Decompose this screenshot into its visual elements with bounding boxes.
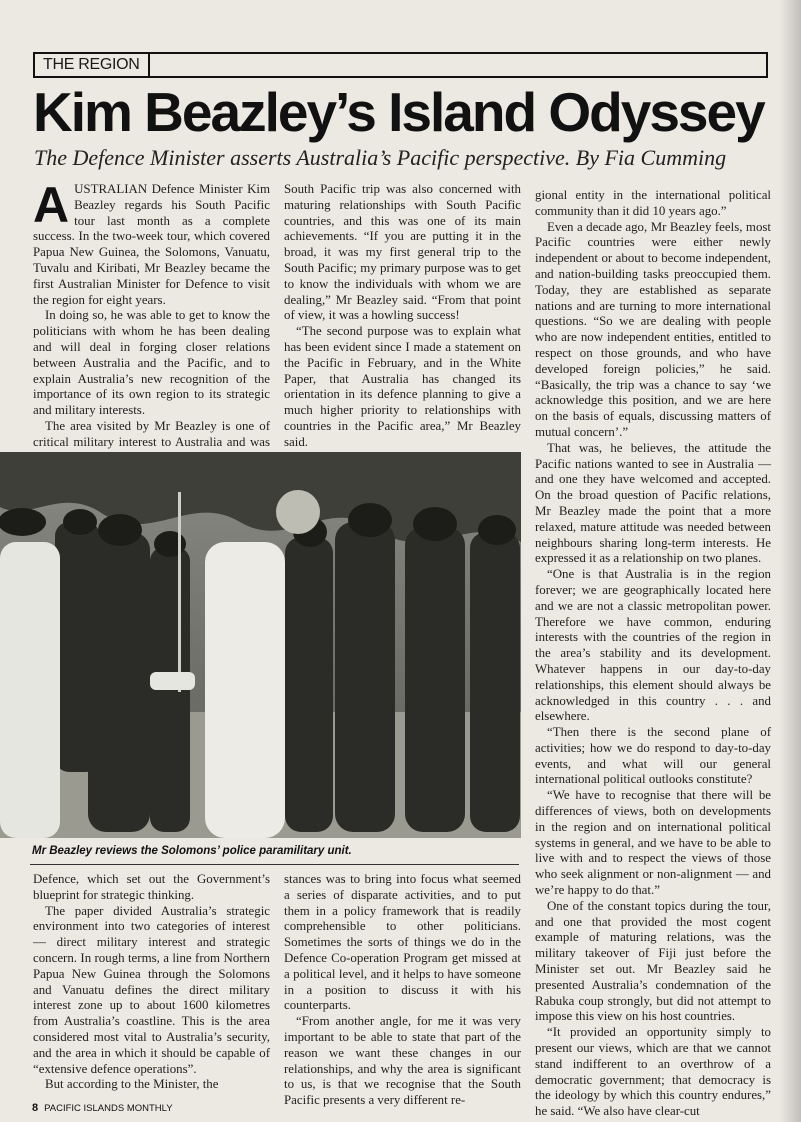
article-paragraph: “From another angle, for me it was very important to be able to state that part of the reason we want these changes in our relationships, and why the area is significant to us, is that we recognise that the South Pacific presents a very different re- [284,1014,521,1108]
drop-cap: A [33,177,70,233]
deck-byline: The Defence Minister asserts Australia’s Pacific perspective. By Fia Cumming [34,145,727,170]
article-paragraph: Even a decade ago, Mr Beazley feels, most Pacific countries were either newly independent or about to become independent, and nation-building tasks preoccupied them. Today, they are established as separate nations and are turning to more international questions. “So we are dealing with people who are now independent entities, entitled to respect on those grounds, and who have developed foreign policies,” he said. “Basically, the trip was a chance to say ‘we acknowledge this position, and we are here on the basis of equals, discussing matters of mutual concern’.” [535,219,771,439]
article-paragraph: “The second purpose was to explain what has been evident since I made a statement on the Pacific in February, and in the White Paper, that Australia has changed its orientation in its defence planning to give a much higher priority to relationships with countries in the Pacific area,” Mr Beazley said. [284,324,521,449]
headline: Kim Beazley’s Island Odyssey [33,81,764,143]
article-paragraph: stances was to bring into focus what seemed a series of disparate activities, and to put them in a policy framework that is readily comprehensible to other politicians. Sometimes the sorts of things we do in the Defence Co-operation Program get missed at a political level, and it helps to have someone in a position to discuss it with his counterparts. [284,872,521,1013]
page-footer [32,1102,173,1115]
article-paragraph: “It provided an opportunity simply to present our views, which are that we cannot stand indifferent to an overthrow of a democratic government; that democracy is the ideology by which this country endures,” he said. “We also have clear-cut [535,1025,771,1119]
photo-caption: Mr Beazley reviews the Solomons’ police paramilitary unit. [32,845,352,857]
section-label: THE REGION [35,54,150,76]
article-paragraph: “We have to recognise that there will be differences of views, both on developments in the region and on international political systems in general, and we have to be able to live with and to respect the views of those who seek alignment or non-alignment — and we’re happy to do that.” [535,788,771,898]
photo-police-parade [0,452,521,838]
article-paragraph: AUSTRALIAN Defence Minister Kim Beazley regards his South Pacific tour last month as a complete success. In the two-week tour, which covered Papua New Guinea, the Solomons, Vanuatu, Tuvalu and Kiribati, Mr Beazley became the first Australian Minister for Defence to visit the region for eight years. [33,177,270,307]
article-paragraph: In doing so, he was able to get to know the politicians with whom he has been dealing and will deal in forging closer relations between Australia and the Pacific, and to explain Australia’s new recognition of the importance of its own region to its strategic and military interests. [33,308,270,418]
column-1-bottom [33,872,270,1093]
article-paragraph: One of the constant topics during the tour, and one that provided the most cogent example of maturing relations, was the military takeover of Fiji just before the Minister set out. Mr Beazley said he presented Australia’s condemnation of the Rabuka coup strongly, but did not attempt to impose this view on his host countries. [535,898,771,1024]
article-paragraph: The area visited by Mr Beazley is one of critical military interest to Australia and was [33,418,270,449]
column-1-top [33,177,270,466]
article-paragraph: But according to the Minister, the [45,1077,219,1092]
article-paragraph: That was, he believes, the attitude the Pacific nations wanted to see in Australia — and one they have welcomed and accepted. On the broad question of Pacific relations, Mr Beazley made the point that a more relaxed, mature attitude was needed between neighbours sharing long-term interests. He expressed it as a relationship on two planes. [535,440,771,566]
article-paragraph: South Pacific trip was also concerned with maturing relationships with South Pacific countries, and this was one of its main achievements. “If you are putting it in the broad, it was my first general trip to the South Pacific; my primary purpose was to get to know the individuals with whom we are dealing,” Mr Beazley said. “From that point of view, it was a howling success! [284,182,521,323]
article-paragraph: gional entity in the international political community than it did 10 years ago.” [535,188,771,218]
column-3 [535,188,771,1120]
article-paragraph: Defence, which set out the Government’s blueprint for strategic thinking. [33,872,270,902]
page-edge-shadow [779,0,801,1122]
publication-name: PACIFIC ISLANDS MONTHLY [44,1103,173,1114]
column-2-bottom [284,872,521,1109]
photo-illustration [0,452,521,838]
article-paragraph: “Then there is the second plane of activities; how we do respond to day-to-day events, and what will our general international political outlooks constitute? [535,725,771,787]
article-paragraph: “One is that Australia is in the region forever; we are geographically located here and we are not a classic metropolitan power. Therefore we have common, enduring interests with the countries of the region in the area’s stability and its development. Whatever happens in our day-to-day relationships, this element should always be acknowledged in this country . . . and elsewhere. [535,567,771,724]
page-number: 8 [32,1102,39,1114]
section-bar [33,52,768,78]
article-paragraph: The paper divided Australia’s strategic environment into two categories of interest — direct military interest and strategic concern. In rough terms, a line from Northern Papua New Guinea through the Solomons and Vanuatu defines the direct military interest zone up to about 1600 kilometres from Australia’s coastline. This is the area considered most vital to Australia’s security, and the area in which it should be capable of “extensive defence operations”. [33,903,270,1076]
caption-rule [30,864,519,865]
column-2-top [284,182,521,466]
